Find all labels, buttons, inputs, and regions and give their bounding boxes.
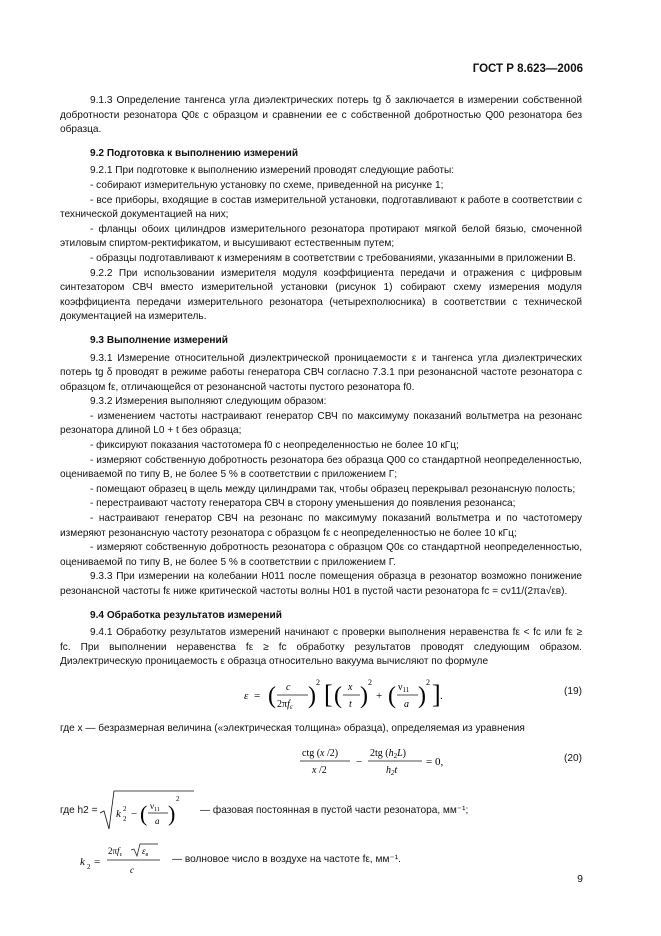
svg-text:c: c (286, 681, 291, 693)
svg-text:2: 2 (316, 677, 320, 687)
list-item: - помещают образец в щель между цилиндрами так, чтобы образец перекрывал резонансную полость; (90, 483, 576, 495)
list-item: - все приборы, входящие в состав измерительной установки, подготавливают к работе в соответствии с технической документацией на них; (60, 194, 582, 221)
paragraph-9-1-3: 9.1.3 Определение тангенса угла диэлектрических потерь tg δ заключается в измерении собственной добротности резонатора Q0ε с образцом и сравнении ее с собственной добротностью Q00 резонатора без образца. (60, 95, 582, 136)
svg-text:2πfε: $2\pi f_\varepsilon$ (108, 845, 123, 858)
equation-19-formula (244, 673, 474, 717)
svg-text:ν11: $\nu_{11}$ (150, 800, 160, 813)
paragraph-9-3-1: 9.3.1 Измерение относительной диэлектрической проницаемости ε и тангенса угла диэлектрических потерь tg δ проводят в режиме работы генератора СВЧ согласно 7.3.1 при резонансной частоте резонатора с образцом fε, отличающейся от резонансной частоты пустого резонатора f0. (60, 352, 582, 393)
section-9-4-heading: 9.4 Обработка результатов измерений (90, 609, 282, 621)
paragraph-9-2-1: 9.2.1 При подготовке к выполнению измерений проводят следующие работы: (90, 165, 455, 177)
svg-text:): ) (308, 682, 316, 709)
svg-text:−: − (356, 755, 363, 768)
list-item: - изменением частоты настраивают генератор СВЧ по максимуму показаний вольтметра на резонанс резонатора длиной L0 + t без образца; (60, 410, 582, 437)
svg-text:= 0,: = 0, (426, 755, 444, 768)
paragraph-9-4-1: 9.4.1 Обработку результатов измерений начинают с проверки выполнения неравенства fε < fc или fε ≥ fc. При выполнении неравенства fε ≥ fc обработку результатов проводят следующим образом. Диэлектрическую проницаемость ε образца относительно вакуума вычисляют по формуле (60, 627, 582, 668)
svg-text:(: ( (388, 682, 396, 709)
svg-text:2: 2 (87, 862, 91, 871)
list-item: - образцы подготавливают к измерениям в соответствии с требованиями, указанными в приложении В. (90, 252, 576, 264)
paragraph-where-x: где x — безразмерная величина («электрическая толщина» образца), определяемая из уравнения (60, 722, 525, 734)
svg-text:ν11: $\nu_{11}$ (398, 681, 410, 694)
equation-20 (60, 740, 582, 786)
equation-19 (60, 673, 582, 719)
svg-text:]: ] (432, 679, 441, 709)
svg-text:2: 2 (123, 804, 127, 813)
standard-id: ГОСТ Р 8.623—2006 (472, 63, 583, 75)
svg-text:εв: $\varepsilon_в$ (142, 845, 149, 858)
list-item: - измеряют собственную добротность резонатора с образцом Q0ε со стандартной неопределенностью, оцениваемой по типу В, не более 5 % в соответствии с приложением Г. (60, 542, 582, 568)
list-item: - настраивают генератор СВЧ на резонанс по максимуму показаний вольтметра и по частотомеру измеряют резонансную частоту резонатора с образцом fε с неопределенностью не более 10 кГц; (60, 513, 582, 539)
svg-text:a: a (155, 815, 160, 826)
document-body (60, 94, 582, 887)
svg-text:ε: ε (244, 689, 249, 702)
h2-definition (60, 789, 582, 835)
svg-text:=: = (94, 855, 101, 868)
svg-text:−: − (131, 807, 138, 820)
svg-text:h2t: $h_2t$ (386, 764, 398, 777)
equation-19-number: (19) (564, 685, 582, 697)
svg-text:2: 2 (176, 794, 180, 803)
equation-20-number: (20) (564, 752, 582, 764)
paragraph-9-3-2: 9.3.2 Измерения выполняют следующим образом: (90, 396, 327, 408)
svg-text:x: x (348, 681, 353, 693)
list-item: - собирают измерительную установку по схеме, приведенной на рисунке 1; (90, 179, 444, 191)
svg-text:2tg (h2L): 2tg $(h_2L)$ (370, 747, 407, 760)
svg-text:+: + (376, 689, 383, 702)
section-9-3-heading: 9.3 Выполнение измерений (90, 334, 228, 346)
svg-text:2: 2 (123, 814, 127, 823)
h2-description: — фазовая постоянная в пустой части резонатора, мм⁻¹; (200, 804, 469, 816)
k2-definition (60, 838, 582, 884)
svg-text:(: ( (268, 682, 276, 709)
svg-text:c: c (130, 864, 134, 875)
svg-text:2: 2 (426, 677, 430, 687)
svg-text:a: a (404, 698, 409, 710)
list-item: - измеряют собственную добротность резонатора без образца Q00 со стандартной неопределенностью, оцениваемой по типу В, не более 5 % в соответствии с приложением Г; (60, 454, 582, 481)
paragraph-9-2-2: 9.2.2 При использовании измерителя модуля коэффициента передачи и отражения с цифровым синтезатором СВЧ вместо измерительной установки (рисунок 1) собирают схему измерения модуля коэффициента передачи измерительного резонатора (четырехполюсника) в соответствии с технической документацией на измеритель. (60, 267, 582, 323)
svg-text:t: t (349, 698, 352, 710)
list-item: - перестраивают частоту генератора СВЧ в сторону уменьшения до появления резонанса; (90, 498, 516, 510)
svg-text:x /2: x /2 (312, 764, 327, 776)
page-number: 9 (577, 873, 583, 885)
svg-text:2: 2 (368, 677, 372, 687)
paragraph-9-3-3: 9.3.3 При измерении на колебании H011 после помещения образца в резонатор возможно понижение резонансной частоты fε ниже критической частоты волны H01 в пустой части резонатора fc = cν11/(2πa√εв). (60, 571, 582, 597)
svg-text:2πfε: $2\pi f_\varepsilon$ (277, 698, 293, 711)
k2-description: — волновое число в воздухе на частоте fε, мм⁻¹. (172, 853, 401, 865)
k2-formula (80, 838, 168, 882)
svg-text:ctg (x /2): ctg (x /2) (302, 747, 339, 759)
svg-text:): ) (360, 682, 368, 709)
svg-text:k: k (80, 855, 85, 868)
svg-text:(: ( (140, 800, 148, 826)
list-item: - фиксируют показания частотомера f0 с неопределенностью не более 10 кГц; (90, 440, 459, 452)
list-item: - фланцы обоих цилиндров измерительного резонатора протирают мягкой белой бязью, смоченной этиловым спиртом-ректификатом, и высушивают естественным путем; (60, 223, 582, 250)
svg-text:): ) (418, 682, 426, 709)
equation-20-formula (300, 742, 500, 782)
section-9-2-heading: 9.2 Подготовка к выполнению измерений (90, 147, 299, 159)
svg-text:(: ( (334, 682, 342, 709)
svg-text:[: [ (324, 679, 333, 709)
h2-formula (98, 789, 196, 833)
svg-text:k: k (116, 807, 121, 820)
svg-text:): ) (168, 800, 176, 826)
h2-prefix: где h2 = (60, 804, 98, 816)
svg-text:.: . (440, 689, 443, 702)
svg-text:=: = (254, 689, 261, 702)
